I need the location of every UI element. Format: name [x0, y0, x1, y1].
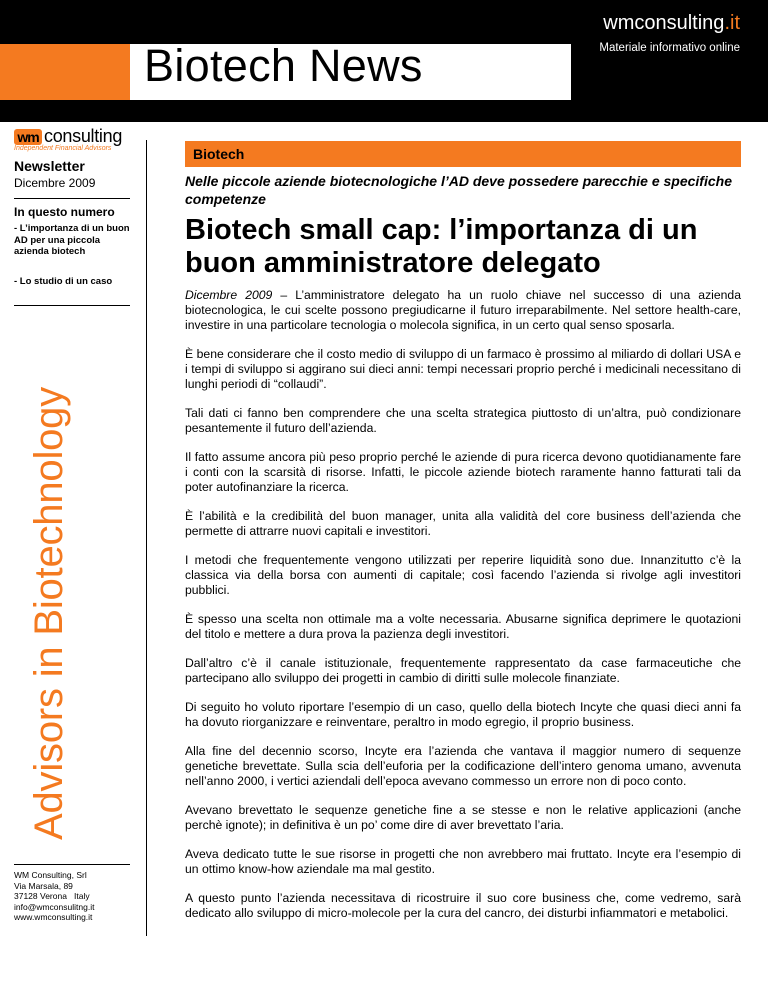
article-paragraph: È spesso una scelta non ottimale ma a volte necessaria. Abusarne significa deprimere le quotazioni del titolo e mettere a dura prova la pazienza degli investitori.	[185, 612, 741, 641]
article-paragraph: È l’abilità e la credibilità del buon manager, unita alla validità del core business dell’azienda che permette di attrarre nuovi capitali e investitori.	[185, 509, 741, 538]
page-header	[0, 0, 768, 122]
section-label: Biotech	[193, 146, 245, 162]
article-dateline: Dicembre 2009	[185, 288, 273, 302]
brand-tld: .it	[724, 12, 740, 34]
section-bar	[185, 141, 741, 167]
toc-title: In questo numero	[14, 205, 115, 219]
sidebar-divider	[14, 864, 130, 865]
article-paragraph: Dicembre 2009 – L’amministratore delegato ha un ruolo chiave nel successo di una azienda biotecnologica, le cui scelte possono pregiudicarne il futuro irreparabilmente. Nel settore health-care, investire in una particolare tecnologia o molecola significa, in un certo qual senso sposarla.	[185, 288, 741, 332]
address-company: WM Consulting, Srl	[14, 870, 87, 880]
article-paragraph: I metodi che frequentemente vengono utilizzati per reperire liquidità sono due. Innanzitutto c’è la classica via della borsa con aumenti di capitale; così facendo l’azienda si rivolge agli investitori pubblici.	[185, 553, 741, 597]
article-paragraph: Il fatto assume ancora più peso proprio perché le aziende di pura ricerca devono quotidianamente fare i conti con la scarsità di risorse. Infatti, le piccole aziende biotech raramente hanno fatturati tali da poter autofinanziare la ricerca.	[185, 450, 741, 494]
wm-consulting-logo	[14, 126, 134, 153]
newsletter-date: Dicembre 2009	[14, 176, 96, 190]
brand-name: wmconsulting	[603, 12, 725, 34]
header-accent-block	[0, 44, 130, 100]
logo-subtitle: Independent Financial Advisors	[14, 145, 112, 152]
sidebar-divider	[14, 305, 130, 306]
article-headline: Biotech small cap: l’importanza di un buon amministratore delegato	[185, 214, 698, 279]
article-subtitle: Nelle piccole aziende biotecnologiche l’AD deve possedere parecchie e specifiche competenze	[185, 173, 732, 207]
address-email[interactable]: info@wmconsulitng.it	[14, 901, 95, 912]
company-address	[14, 870, 94, 923]
article-paragraph: Alla fine del decennio scorso, Incyte era l’azienda che vantava il maggior numero di sequenze genetiche brevettate. Sulla scia dell’euforia per la codificazione dell’intero genoma umano, avvenuta nell’anno 2000, i vertici aziendali dell’epoca avevano commesso un errore non di poco conto.	[185, 744, 741, 788]
article-paragraph: Dall’altro c’è il canale istituzionale, frequentemente rappresentato da case farmaceutiche che partecipano allo sviluppo dei progetti in cambio di diritti sulle molecole finanziate.	[185, 656, 741, 685]
toc-item[interactable]: - Lo studio di un caso	[14, 276, 113, 287]
article-body	[185, 288, 741, 935]
address-city: 37128 Verona Italy	[14, 891, 90, 901]
sidebar-divider	[14, 198, 130, 199]
newsletter-title: Biotech News	[144, 40, 423, 91]
address-web[interactable]: www.wmconsulting.it	[14, 912, 93, 922]
brand-site-name[interactable]	[603, 12, 740, 35]
article-paragraph: Aveva dedicato tutte le sue risorse in progetti che non avrebbero mai fruttato. Incyte era l’esempio di un ottimo know-how aziendale ma mal gestito.	[185, 847, 741, 876]
article-paragraph: Avevano brevettato le sequenze genetiche fine a se stesse e non le relative applicazioni (anche perchè ignote); in definitiva è un po’ come dire di aver brevettato l’aria.	[185, 803, 741, 832]
article-paragraph: Di seguito ho voluto riportare l’esempio di un caso, quello della biotech Incyte che quasi dieci anni fa ha dovuto riorganizzare e reinventare, peraltro in modo egregio, il proprio business.	[185, 700, 741, 729]
newsletter-label: Newsletter	[14, 158, 85, 174]
article-paragraph: Tali dati ci fanno ben comprendere che una scelta strategica piuttosto di un’altra, può condizionare pesantemente il futuro dell’azienda.	[185, 406, 741, 435]
toc-item[interactable]: - L’importanza di un buon AD per una piccola azienda biotech	[14, 223, 130, 257]
vertical-slogan: Advisors in Biotechnology	[27, 386, 71, 840]
brand-tagline: Materiale informativo online	[599, 42, 740, 54]
logo-wordmark: consulting	[44, 126, 123, 146]
article-paragraph: A questo punto l’azienda necessitava di ricostruire il suo core business che, come vedremo, sarà dedicato allo sviluppo di micro-molecole per la cura del cancro, dei disturbi infiammatori e metabolici.	[185, 891, 741, 920]
column-divider	[146, 140, 147, 936]
address-street: Via Marsala, 89	[14, 880, 73, 891]
article-paragraph: È bene considerare che il costo medio di sviluppo di un farmaco è prossimo al miliardo di dollari USA e i tempi di sviluppo si aggirano sui dieci anni: tempi necessari proprio perché i medicinali necessitano di lunghi periodi di “collaudi”.	[185, 347, 741, 391]
logo-mark: wm	[14, 129, 42, 145]
